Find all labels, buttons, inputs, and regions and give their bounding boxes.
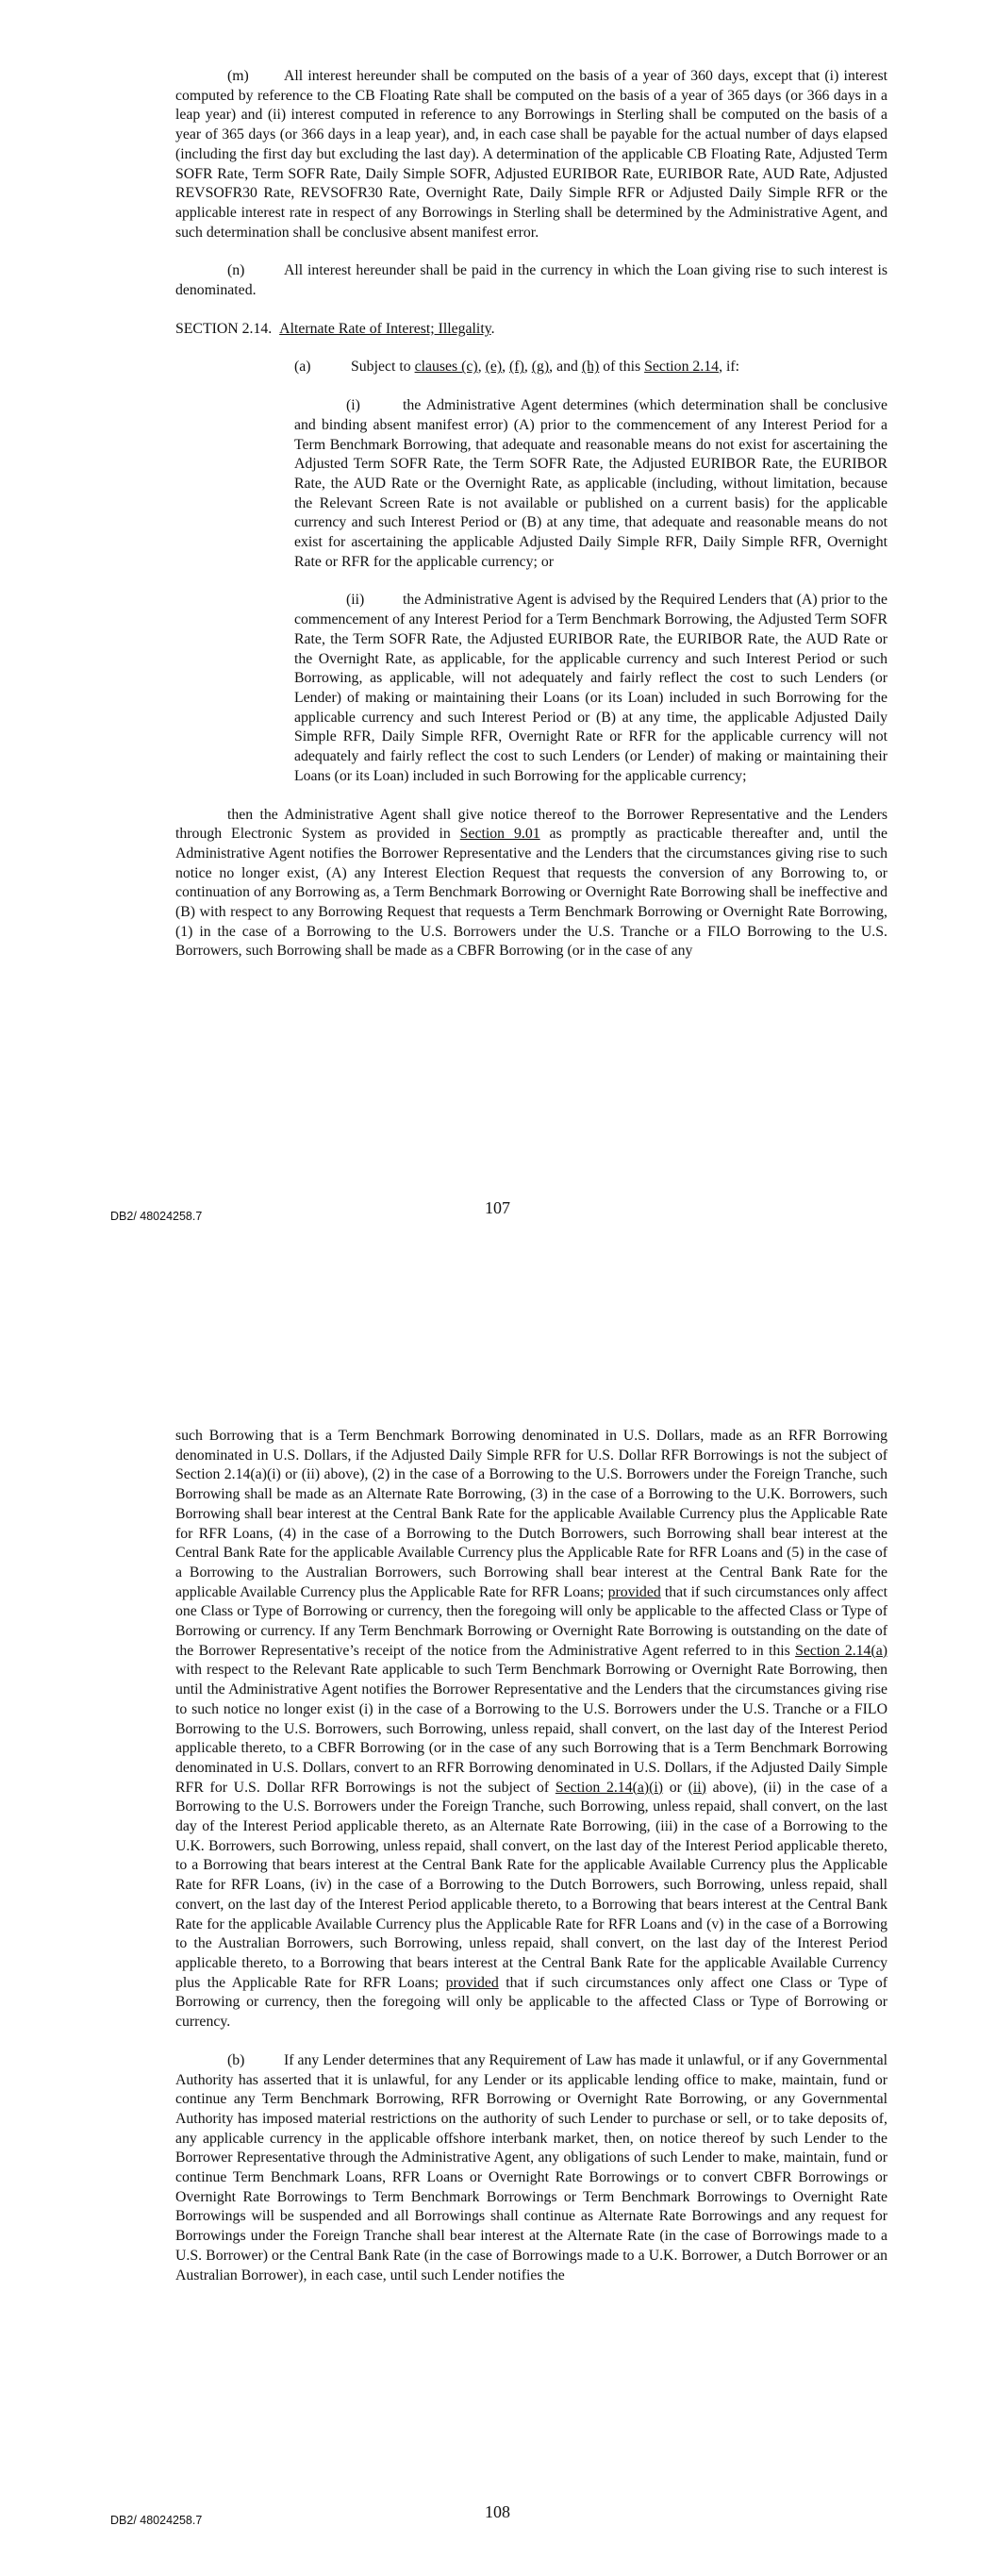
section-2-14-ref[interactable]: Section 2.14: [644, 359, 720, 376]
paragraph-ii-text: the Administrative Agent is advised by the Required Lenders that (A) prior to the commencement of any Interest Period for a Term Benchmark Borrowing, the Adjusted Term SOFR Rate, the Term SOFR Rate, the Adjusted EURIBOR Rate, the EURIBOR Rate, the AUD Rate or the Overnight Rate, as applicable, for the applicable currency and such Interest Period or such Borrowing, as applicable, will not adequately and fairly reflect the cost to such Lenders (or Lender) of making or maintaining their Loans (or its Loan) included in such Borrowing for the applicable currency and such Interest Period or (B) at any time, the applicable Adjusted Daily Simple RFR, Daily Simple RFR, Overnight Rate or RFR for the applicable currency will not adequately and fairly reflect the cost to such Lenders (or Lender) of making or maintaining their Loans (or its Loan) included in such Borrowing for the applicable currency;: [294, 592, 887, 784]
footer-doc-code: DB2/ 48024258.7: [110, 2514, 203, 2527]
paragraph-b-text: If any Lender determines that any Requirement of Law has made it unlawful, or if any Governmental Authority has asserted that it is unlawful, for any Lender or its applicable lending office to make, maintain, fund or continue any Term Benchmark Borrowing, RFR Borrowing or Overnight Rate Borrowing, or any Governmental Authority has imposed material restrictions on the authority of such Lender to purchase or sell, or to take deposits of, any applicable currency in the applicable offshore interbank market, then, on notice thereof by such Lender to the Borrower Representative through the Administrative Agent, any obligations of such Lender to make, maintain, fund or continue Term Benchmark Loans, RFR Loans or Overnight Rate Borrowings or to convert CBFR Borrowings or Overnight Rate Borrowings to Term Benchmark Borrowings or Term Benchmark Borrowings to Overnight Rate Borrowings will be suspended and all Borrowings shall continue as Alternate Rate Borrowings and any request for Borrowings under the Foreign Tranche shall bear interest at the Alternate Rate (in the case of Borrowings made to a U.S. Borrower) or the Central Bank Rate (in the case of Borrowings made to a U.K. Borrower, a Dutch Borrower or an Australian Borrower), in each case, until such Lender notifies the: [175, 2051, 887, 2283]
continuation-text-3: with respect to the Relevant Rate applicable to such Term Benchmark Borrowing or Overnight Rate Borrowing, then until the Administrative Agent notifies the Borrower Representative and the Lenders that the circumstances giving rise to such notice no longer exist (i) in the case of a Borrowing to the U.S. Borrowers under the U.S. Tranche or a FILO Borrowing to the U.S. Borrowers, such Borrowing, unless repaid, shall convert, on the last day of the Interest Period applicable thereto, to a CBFR Borrowing (or in the case of any such Borrowing that is a Term Benchmark Borrowing denominated in U.S. Dollars, convert to an RFR Borrowing denominated in U.S. Dollars, if the Adjusted Daily Simple RFR for U.S. Dollar RFR Borrowings is not the subject of: [175, 1662, 887, 1796]
clause-g-ref[interactable]: (g): [531, 359, 550, 376]
separator: ,: [477, 359, 486, 376]
paragraph-b: [175, 2051, 887, 2285]
provided-term: provided: [445, 1974, 499, 1991]
paragraph-b-label: (b): [227, 2051, 245, 2068]
clause-f-ref[interactable]: (f): [509, 359, 524, 376]
continuation-text-4: above), (ii) in the case of a Borrowing to the U.S. Borrowers under the Foreign Tranche, such Borrowing, unless repaid, shall convert, on the last day of the Interest Period applicable thereto, as an Alternate Rate Borrowing, (iii) in the case of a Borrowing to the U.K. Borrowers, such Borrowing, unless repaid, shall convert, on the last day of the Interest Period applicable thereto, to a Borrowing that bears interest at the Central Bank Rate for the applicable Available Currency plus the Applicable Rate for RFR Loans, (iv) in the case of a Borrowing to the Dutch Borrowers, such Borrowing, unless repaid, shall convert, on the last day of the Interest Period applicable thereto, to a Borrowing that bears interest at the Central Bank Rate for the applicable Available Currency plus the Applicable Rate for RFR Loans and (v) in the case of a Borrowing to the Australian Borrowers, such Borrowing, unless repaid, shall convert, on the last day of the Interest Period applicable thereto, to a Borrowing that bears interest at the Central Bank Rate for the applicable Available Currency plus the Applicable Rate for RFR Loans;: [175, 1779, 888, 1991]
section-9-01-ref[interactable]: Section 9.01: [459, 826, 540, 843]
separator: ,: [523, 359, 532, 376]
separator: of this: [599, 359, 645, 376]
clause-h-ref[interactable]: (h): [581, 359, 600, 376]
section-2-14-a-i-ref[interactable]: Section 2.14(a)(i): [555, 1779, 664, 1796]
page-108-body: [175, 1427, 887, 2285]
continuation-text-2: that if such circumstances only affect one Class or Type of Borrowing or currency, then the foregoing will only be applicable to the affected Class or Type of Borrowing or currency. If any Term Benchmark Borrowing or Overnight Rate Borrowing is outstanding on the date of the Borrower Representative’s receipt of the notice from the Administrative Agent referred to in this: [175, 1583, 887, 1659]
page-number: 107: [485, 1198, 510, 1217]
clause-e-ref[interactable]: (e): [485, 359, 503, 376]
paragraph-a-end: , if:: [719, 359, 740, 376]
page-107: [0, 0, 995, 1246]
paragraph-m-label: (m): [227, 68, 249, 84]
clause-ii-ref[interactable]: (ii): [688, 1779, 706, 1796]
continuation-paragraph: [175, 1427, 887, 2032]
paragraph-then-text: then the Administrative Agent shall give notice thereof to the Borrower Representative and the Lenders through Electronic System as provided in: [175, 806, 887, 843]
section-heading: [175, 320, 887, 340]
paragraph-ii: [175, 591, 887, 786]
section-title: Alternate Rate of Interest; Illegality: [279, 320, 491, 337]
paragraph-a: [175, 358, 887, 377]
page-108: [0, 1246, 995, 2576]
clause-c-ref[interactable]: clauses (c): [414, 359, 478, 376]
paragraph-then: [175, 806, 887, 962]
separator: , and: [549, 359, 582, 376]
page-107-body: [175, 67, 887, 962]
continuation-text: such Borrowing that is a Term Benchmark Borrowing denominated in U.S. Dollars, made as an RFR Borrowing denominated in U.S. Dollars, if the Adjusted Daily Simple RFR for U.S. Dollar RFR Borrowings is not the subject of Section 2.14(a)(i) or (ii) above), (2) in the case of a Borrowing to the U.S. Borrowers under the Foreign Tranche, such Borrowing shall be made as an Alternate Rate Borrowing, (3) in the case of a Borrowing to the U.K. Borrowers, such Borrowing shall bear interest at the Central Bank Rate for the applicable Available Currency plus the Applicable Rate for RFR Loans, (4) in the case of a Borrowing to the Dutch Borrowers, such Borrowing shall bear interest at the Central Bank Rate for the applicable Available Currency plus the Applicable Rate for RFR Loans and (5) in the case of a Borrowing to the Australian Borrowers, such Borrowing shall bear interest at the Central Bank Rate for the applicable Available Currency plus the Applicable Rate for RFR Loans;: [175, 1428, 887, 1600]
section-2-14-a-ref[interactable]: Section 2.14(a): [795, 1642, 887, 1659]
footer-doc-code: DB2/ 48024258.7: [110, 1210, 203, 1223]
section-title-period: .: [490, 320, 495, 337]
paragraph-m-text: All interest hereunder shall be computed on the basis of a year of 360 days, except that (i) interest computed by reference to the CB Floating Rate shall be computed on the basis of a year of 365 days (or 366 days in a leap year) and (ii) interest computed in reference to any Borrowings in Sterling shall be computed on the basis of a year of 365 days (or 366 days in a leap year), and, in each case shall be payable for the actual number of days elapsed (including the first day but excluding the last day). A determination of the applicable CB Floating Rate, Adjusted Term SOFR Rate, Term SOFR Rate, Daily Simple SOFR, Adjusted EURIBOR Rate, EURIBOR Rate, AUD Rate, Adjusted REVSOFR30 Rate, REVSOFR30 Rate, Overnight Rate, Daily Simple RFR or Adjusted Daily Simple RFR or the applicable interest rate in respect of any Borrowings in Sterling shall be determined by the Administrative Agent, and such determination shall be conclusive absent manifest error.: [175, 68, 887, 241]
paragraph-i: [175, 396, 887, 572]
provided-term: provided: [607, 1583, 661, 1600]
paragraph-then-text-2: as promptly as practicable thereafter and, until the Administrative Agent notifies the Borrower Representative and the Lenders that the circumstances giving rise to such notice no longer exist, (A) any Interest Election Request that requests the conversion of any Borrowing to, or continuation of any Borrowing as, a Term Benchmark Borrowing or Overnight Rate Borrowing shall be ineffective and (B) with respect to any Borrowing Request that requests a Term Benchmark Borrowing or Overnight Rate Borrowing, (1) in the case of a Borrowing to the U.S. Borrowers under the U.S. Tranche or a FILO Borrowing to the U.S. Borrowers, such Borrowing shall be made as a CBFR Borrowing (or in the case of any: [175, 826, 887, 960]
paragraph-i-label: (i): [346, 397, 360, 414]
paragraph-n: [175, 261, 887, 300]
separator: or: [663, 1779, 688, 1796]
paragraph-i-text: the Administrative Agent determines (which determination shall be conclusive and binding absent manifest error) (A) prior to the commencement of any Interest Period for a Term Benchmark Borrowing, that adequate and reasonable means do not exist for ascertaining the Adjusted Term SOFR Rate, the Term SOFR Rate, the Adjusted EURIBOR Rate, the EURIBOR Rate, the AUD Rate or the Overnight Rate, as applicable (including, without limitation, because the Relevant Screen Rate is not available or published on a current basis) for the applicable currency and such Interest Period or (B) at any time, that adequate and reasonable means do not exist for ascertaining the applicable Adjusted Daily Simple RFR, Daily Simple RFR, Overnight Rate or RFR for the applicable currency; or: [294, 397, 887, 570]
paragraph-m: [175, 67, 887, 243]
paragraph-a-text: Subject to: [351, 359, 415, 376]
paragraph-n-label: (n): [227, 262, 245, 279]
separator: ,: [502, 359, 510, 376]
paragraph-a-label: (a): [294, 359, 311, 376]
continuation-text-5: that if such circumstances only affect one Class or Type of Borrowing or currency, then the foregoing will only be applicable to the affected Class or Type of Borrowing or currency.: [175, 1974, 887, 2031]
paragraph-ii-label: (ii): [346, 592, 365, 609]
page-number: 108: [485, 2502, 510, 2521]
paragraph-n-text: All interest hereunder shall be paid in the currency in which the Loan giving rise to such interest is denominated.: [175, 262, 887, 299]
section-number: SECTION 2.14.: [175, 320, 273, 337]
